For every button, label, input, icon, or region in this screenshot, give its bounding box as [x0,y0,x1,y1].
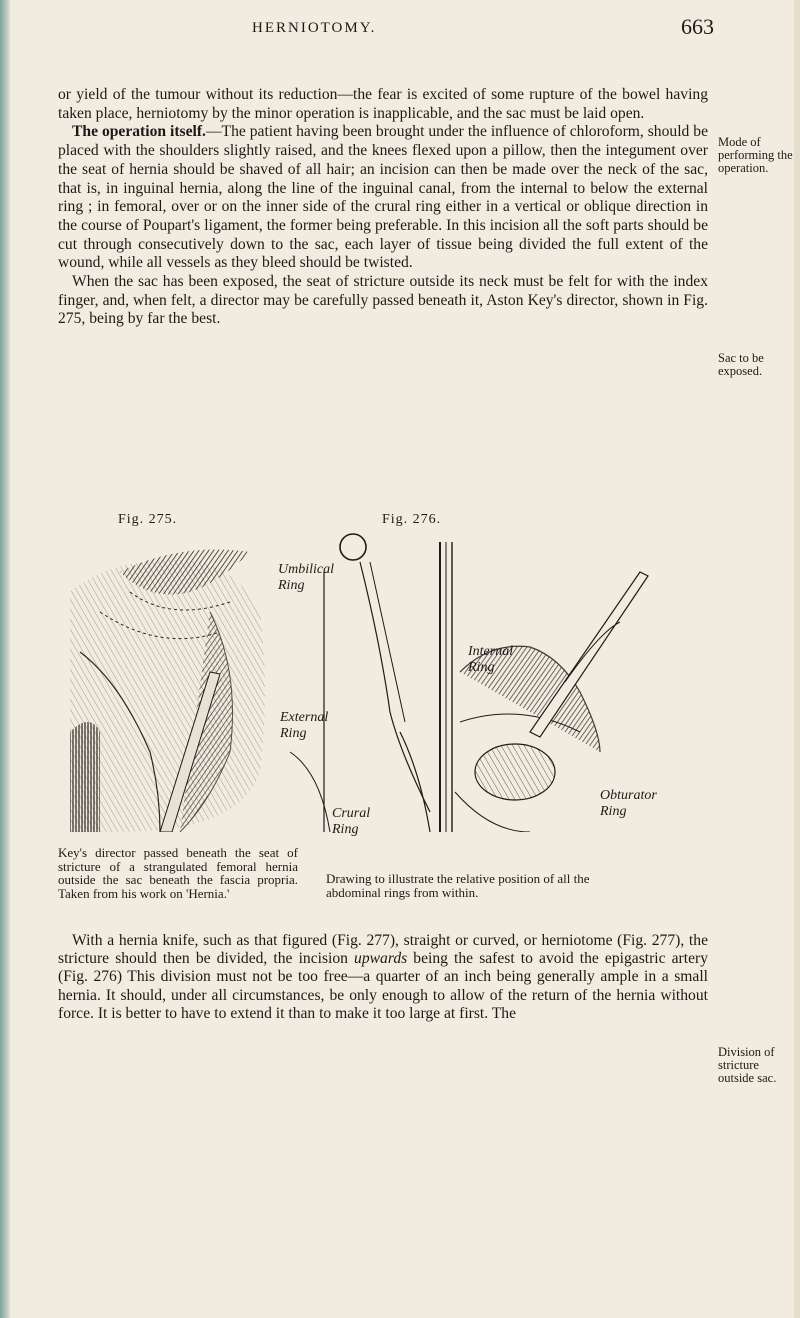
fig-276-drawing [290,534,648,832]
engraving-svg [60,532,700,832]
body-text-lower [58,932,708,1023]
page-number: 663 [681,14,714,39]
fig-275-engraving [70,550,265,833]
fig-275-label: Fig. 275. [118,512,178,527]
paragraph-4-part-b: being the safest to avoid the epigastric artery (Fig. 276) This division must not be too free—a quarter of an inch being generally ample in a small hernia. It should, under all circumstances, be only enough to allow of the return of the hernia without force. It is better to have to extend it than to make it too large at first. The [58,950,708,1022]
page-outer-edge [794,0,800,1318]
figure-engravings [60,532,700,837]
fig-276-label: Fig. 276. [382,512,442,527]
paragraph-1: or yield of the tumour without its reduction—the fear is excited of some rupture of the bowel having taken place, herniotomy by the minor operation is inapplicable, and the sac must be laid open. [58,86,708,122]
paragraph-2 [58,123,708,273]
fig-276-caption: Drawing to illustrate the relative position of all the abdominal rings from within. [326,871,590,900]
page-binding-edge [0,0,10,1318]
body-text-upper [58,86,708,329]
label-internal-ring: Internal Ring [468,644,514,675]
paragraph-2-lead: The operation itself. [72,123,206,141]
margin-note-mode: Mode of performing the operation. [718,135,793,175]
label-crural-ring: Crural Ring [332,806,371,837]
running-head [60,14,760,42]
running-title: HERNIOTOMY. [252,20,377,36]
paragraph-2-body: —The patient having been brought under the influence of chloroform, should be placed with the shoulders slightly raised, and the knees flexed upon a pillow, then the integument over the seat of hernia should be shaved of all hair; an incision can then be made over the neck of the sac, that is, in inguinal hernia, along the line of the inguinal canal, from the internal to below the external ring ; in femoral, over or on the inner side of the crural ring either in a vertical or oblique direction in the course of Poupart's ligament, the former being preferable. In this incision all the soft parts should be cut through consecutively down to the sac, each layer of tissue being divided the full extent of the wound, while all vessels as they bleed should be twisted. [58,123,708,272]
fig-275-caption: Key's director passed beneath the seat of stricture of a strangulated femoral hernia outside the sac beneath the fascia propria. Taken from his work on 'Hernia.' [58,845,298,901]
paragraph-4-emphasis: upwards [354,950,408,968]
paragraph-4 [58,932,708,1023]
label-external-ring: External Ring [280,710,329,741]
label-obturator-ring: Obturator Ring [600,788,657,819]
paragraph-4-part-a: With a hernia knife, such as that figured (Fig. 277), straight or curved, or herniotome (Fig. 277), the stricture should then be divided, the incision [58,932,708,968]
margin-note-division: Division of stricture outside sac. [718,1045,777,1085]
paragraph-3: When the sac has been exposed, the seat of stricture outside its neck must be felt for with the index finger, and, when felt, a director may be carefully passed beneath it, Aston Key's director, shown in Fig. 275, being by far the best. [58,273,708,328]
margin-note-sac: Sac to be exposed. [718,351,764,378]
label-umbilical-ring: Umbilical Ring [278,562,334,593]
